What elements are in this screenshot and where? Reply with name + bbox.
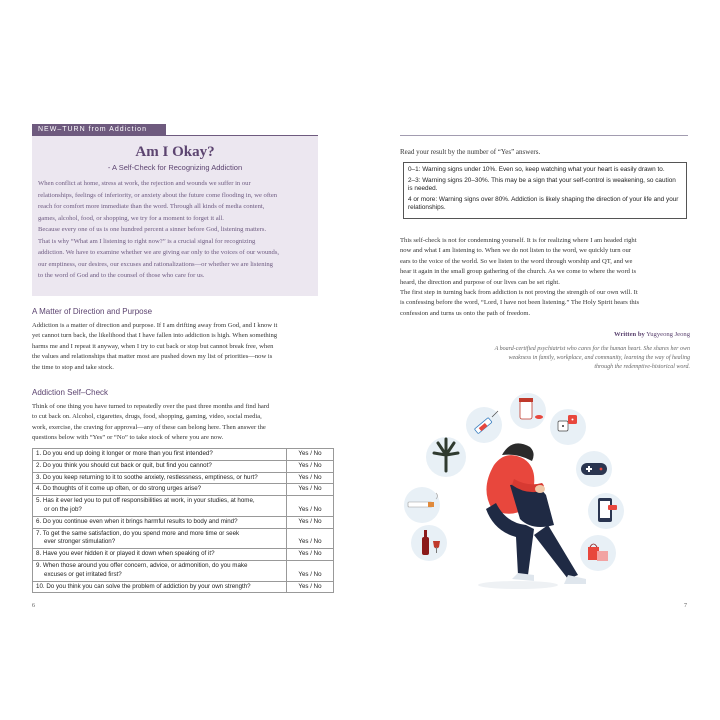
question-text-continued: excuses or get irritated first? [44,570,122,578]
question-text: 4. Do thoughts of it come up often, or do strong urges arise? [36,485,202,493]
table-row [33,516,334,528]
intro-box [32,136,318,296]
author-name: Yugyeong Jeong [646,331,690,338]
intro-line: relationships, feelings of inferiority, or anxiety about the future come flooding in, we often [38,191,278,199]
question-text: 9. When those around you offer concern, advice, or admonition, do you make [36,561,248,569]
smartphone-icon [588,493,624,529]
author-byline [614,331,690,338]
answer-cell: Yes / No [287,449,334,461]
table-row [33,460,334,472]
section-heading-self-check: Addiction Self–Check [32,388,109,397]
read-result-instruction: Read your result by the number of “Yes” answers. [400,148,541,156]
table-row [33,484,334,496]
intro-paragraph [38,178,314,282]
answer-cell: Yes / No [287,560,334,581]
bio-line: A board-certified psychiatrist who cares for the human heart. She shares her own [494,346,690,352]
question-cell [33,484,287,496]
intro-line: addiction. We have to examine whether we are giving ear only to the voices of our wounds, [38,249,280,256]
result-line: 0–1: Warning signs under 10%. Even so, keep watching what your heart is easily drawn to. [408,166,665,173]
addiction-illustration [398,385,694,597]
body-line: work, exercise, the craving for approval—any of these can belong here. Then answer the [32,423,266,431]
body-line: The first step in turning back from addiction is not proving the strength of our own will. It [400,289,638,297]
shopping-bags-icon [580,535,616,571]
answer-cell: Yes / No [287,460,334,472]
table-row [33,581,334,593]
right-page [360,0,720,720]
direction-paragraph [32,321,320,373]
sitting-person [478,443,586,589]
top-rule [400,135,688,136]
page-number-left: 6 [32,603,35,609]
question-text: 7. To get the same satisfaction, do you spend more and more time or seek [36,529,240,537]
answer-cell: Yes / No [287,549,334,561]
body-line: yet cannot turn back, the likelihood that I have fallen into addiction is high. When something [32,332,278,340]
body-line: the time to stop and take stock. [32,363,114,371]
result-line: 2–3: Warning signs 20–30%. This may be a sign that your self-control is weakening, so caution is needed. [408,176,676,193]
cigarette-icon [404,487,440,523]
question-text: 3. Do you keep returning to it to soothe anxiety, restlessness, emptiness, or hurt? [36,473,258,481]
body-line: Addiction is a matter of direction and purpose. If I am drifting away from God, and I know it [32,322,278,329]
section-heading-direction: A Matter of Direction and Purpose [32,307,153,316]
body-line: ears to the voice of the world. So we listen to the word through worship and QT, and we [400,257,633,265]
question-text: 8. Have you ever hidden it or played it down when speaking of it? [36,550,215,558]
question-text: 1. Do you end up doing it longer or more than you first intended? [36,450,213,457]
self-check-paragraph [32,402,320,444]
question-text-continued: or on the job? [44,505,82,513]
game-controller-icon [576,451,612,487]
intro-line: Because every one of us is one hundred percent a sinner before God, listening matters. [38,226,267,233]
question-cell [33,516,287,528]
bio-line: through the redemptive-historical word. [594,364,690,370]
question-text-continued: ever stronger stimulation? [44,538,116,546]
question-cell [33,581,287,593]
question-cell [33,449,287,461]
paragraph-2 [400,288,690,319]
body-line: to cut back on. Alcohol, cigarettes, drugs, food, shopping, gaming, video, social media, [32,413,262,421]
conclusion-text [400,236,690,319]
answer-cell: Yes / No [287,496,334,517]
body-line: is confessing before the word, “Lord, I have not been listening.” The Holy Spirit hears this [400,299,640,307]
bio-line: weakness in family, workplace, and community, learning the way of healing [508,355,690,361]
syringe-icon [466,407,502,443]
question-text: 5. Has it ever led you to put off responsibilities at work, in your studies, at home, [36,497,255,505]
question-text: 6. Do you continue even when it brings harmful results to body and mind? [36,517,238,525]
answer-cell: Yes / No [287,472,334,484]
cannabis-leaf-icon [426,437,466,477]
body-line: now and what I am listening to. When we do not listen to the word, we quickly turn our [400,247,631,255]
intro-line: to the word of God and to the counsel of those who care for us. [38,272,205,279]
wine-bottle-icon [411,525,447,561]
author-bio [480,345,690,372]
series-tag: NEW–TURN from Addiction [32,124,166,135]
author-prefix: Written by [613,331,645,338]
question-cell [33,496,287,517]
table-row [33,472,334,484]
answer-cell: Yes / No [287,516,334,528]
question-cell [33,472,287,484]
body-line: harms me and I repeat it anyway, when I try to cut back or stop but cannot break free, when [32,342,274,350]
paragraph-1 [400,236,690,288]
body-line: the values and relationships that matter most are pushed down my list of priorities—now is [32,353,273,361]
answer-cell: Yes / No [287,581,334,593]
body-line: hear it again in the small group gathering of the church. As we come to where the word is [400,268,637,276]
question-cell [33,560,287,581]
body-line: heard, the direction and purpose of our lives can be set right. [400,278,560,286]
body-line: questions below with “Yes” or “No” to take stock of where you are now. [32,434,224,442]
table-row [33,449,334,461]
intro-line: games, alcohol, food, or shopping, we try for a moment to forget it all. [38,214,224,222]
article-subtitle: - A Self-Check for Recognizing Addiction [107,163,243,172]
dice-icon [550,409,586,445]
article-title: Am I Okay? [135,144,215,160]
question-text: 10. Do you think you can solve the problem of addiction by your own strength? [36,582,251,590]
question-cell [33,528,287,549]
table-row [33,560,334,581]
table-row [33,549,334,561]
body-line: Think of one thing you have turned to repeatedly over the past three months and find hard [32,403,270,410]
intro-line: That is why “What am I listening to right now?” is a crucial signal for recognizing [38,237,256,245]
result-box [403,162,687,219]
result-line: 4 or more: Warning signs over 80%. Addiction is likely shaping the direction of your life and your relationships. [408,195,679,212]
pills-icon [510,393,546,429]
question-cell [33,549,287,561]
intro-line: reach for comfort more immediate than the word. Through all kinds of media content, [38,203,265,210]
table-row [33,528,334,549]
page-number-right: 7 [684,603,687,609]
answer-cell: Yes / No [287,528,334,549]
table-row [33,496,334,517]
intro-line: When conflict at home, stress at work, the rejection and wounds we suffer in our [38,180,251,187]
intro-line: our emptiness, our desires, our excuses and rationalizations—or whether we are listening [38,260,273,268]
answer-cell: Yes / No [287,484,334,496]
question-cell [33,460,287,472]
body-line: This self-check is not for condemning yourself. It is for realizing where I am headed right [400,237,637,244]
question-text: 2. Do you think you should cut back or quit, but find you cannot? [36,461,212,469]
self-check-table [32,448,334,593]
body-line: confession and turns us onto the path of freedom. [400,309,531,317]
